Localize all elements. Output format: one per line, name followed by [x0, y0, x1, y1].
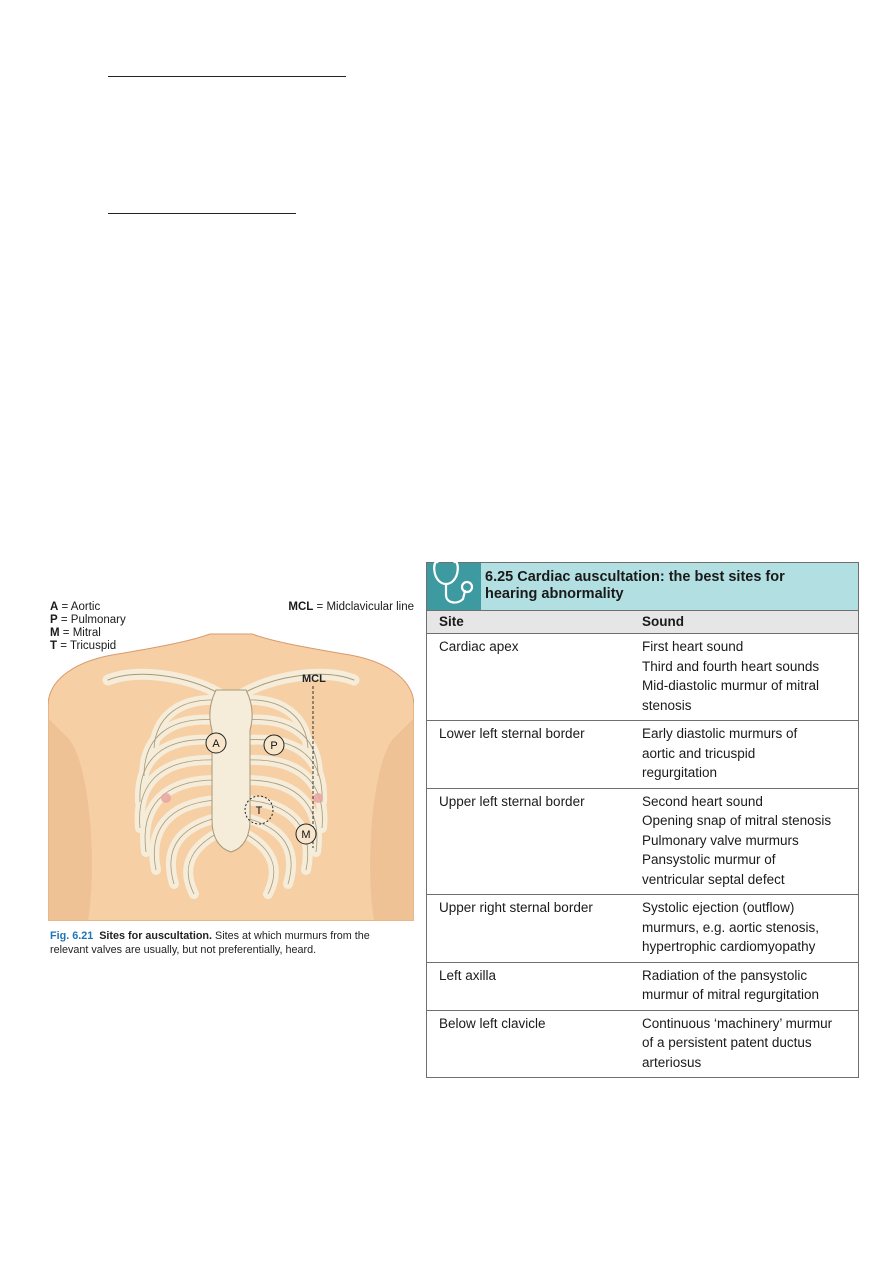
- pulmonary-marker: P: [270, 740, 278, 752]
- table-row: [427, 895, 858, 963]
- auscultation-table: [426, 562, 859, 1078]
- table-row: [427, 963, 858, 1011]
- legend-item: M = Mitral: [50, 627, 101, 639]
- site-cell: Below left clavicle: [439, 1015, 546, 1031]
- sound-cell: First heart sound Third and fourth heart sounds Mid-diastolic murmur of mitral stenosis: [642, 639, 820, 713]
- column-header-sound: Sound: [642, 614, 684, 629]
- mcl-marker-label: MCL: [302, 673, 326, 685]
- mcl-legend: MCL = Midclavicular line: [288, 601, 414, 613]
- heading-rule-1: [108, 76, 346, 77]
- site-cell: Cardiac apex: [439, 639, 519, 654]
- table-row: [427, 721, 858, 789]
- aortic-marker: A: [212, 738, 220, 750]
- figure-title: Sites for auscultation.: [99, 930, 213, 942]
- site-cell: Lower left sternal border: [439, 726, 585, 741]
- figure-caption-text: Sites at which murmurs from the relevant valves are usually, but not preferentially, heard.: [50, 930, 370, 956]
- mitral-marker: M: [301, 829, 311, 841]
- table-column-headers: [427, 611, 858, 634]
- legend-item: P = Pulmonary: [50, 614, 126, 626]
- column-header-site: Site: [439, 614, 464, 629]
- site-cell: Left axilla: [439, 967, 497, 983]
- site-cell: Upper right sternal border: [439, 900, 593, 915]
- sound-cell: Radiation of the pansystolic murmur of mitral regurgitation: [642, 967, 820, 1002]
- site-cell: Upper left sternal border: [439, 793, 585, 809]
- sound-cell: Systolic ejection (outflow) murmurs, e.g. aortic stenosis, hypertrophic cardiomyopathy: [642, 900, 820, 954]
- figure-caption: [50, 929, 400, 957]
- sound-cell: Second heart sound Opening snap of mitral stenosis Pulmonary valve murmurs Pansystolic murmur of ventricular septal defect: [642, 793, 832, 887]
- table-row: [427, 789, 858, 896]
- stethoscope-icon: [427, 557, 481, 610]
- heading-rule-2: [108, 213, 296, 214]
- auscultation-figure: [48, 598, 414, 963]
- sound-cell: Continuous ‘machinery’ murmur of a persistent patent ductus arteriosus: [642, 1015, 833, 1070]
- table-title: 6.25 Cardiac auscultation: the best sites for hearing abnormality: [485, 569, 785, 602]
- sound-cell: Early diastolic murmurs of aortic and tricuspid regurgitation: [642, 726, 798, 780]
- legend-item: T = Tricuspid: [50, 640, 117, 652]
- table-row: [427, 1011, 858, 1078]
- figure-label: Fig. 6.21: [50, 930, 94, 942]
- valve-legend: [50, 601, 126, 653]
- table-row: [427, 634, 858, 721]
- table-header: [427, 563, 858, 611]
- tricuspid-marker: T: [255, 805, 263, 817]
- legend-item: A = Aortic: [50, 601, 101, 613]
